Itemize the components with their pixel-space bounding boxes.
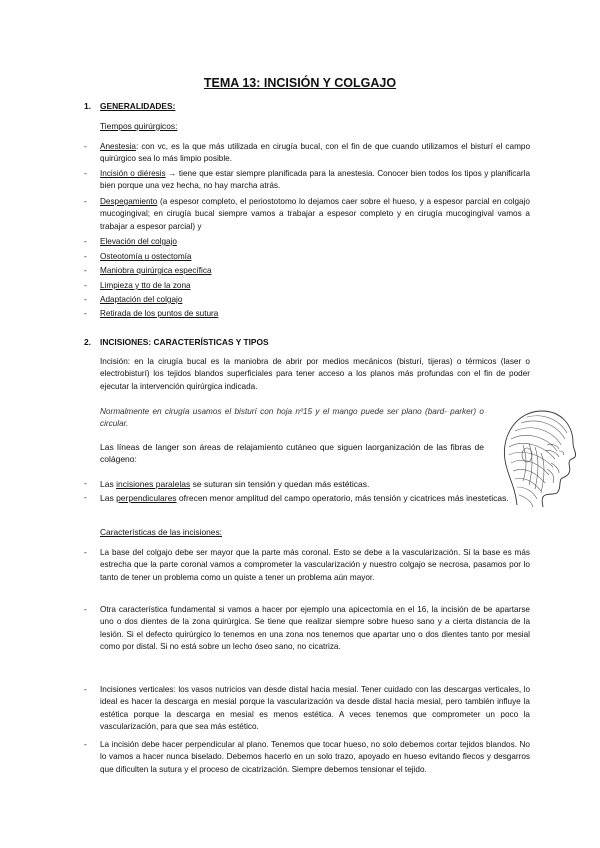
section-1-subheading: Tiempos quirúrgicos:: [100, 121, 178, 131]
document-title: TEMA 13: INCISIÓN Y COLGAJO: [203, 76, 397, 90]
item-term: perpendiculares: [116, 493, 177, 503]
list-item: - Despegamiento (a espesor completo, el periostotomo lo dejamos caer sobre el hueso, y a espesor parcial en colgajo mucogingival; en cirugía bucal siempre vamos a trabajar a espesor completo y en cirugía mucogingival vamos a trabajar a espesor parcial) y: [84, 197, 530, 231]
item-term: Limpieza y tto de la zona: [100, 281, 191, 290]
list-item: - Otra característica fundamental si vamos a hacer por ejemplo una apicectomía en el 16, la incisión de be apartarse uno o dos dientes de la zona quirúrgica. Se tiene que realizar siempre sobre hueso sano y a cierta distancia de la lesión. Si el defecto quirúrgico lo tenemos en una zona nos tenemos que apartar uno o dos dientes tanto por mesial como por distal. Si no está sobre un lecho óseo sano, no cicatriza.: [84, 605, 530, 652]
list-item: - La base del colgajo debe ser mayor que la parte más coronal. Esto se debe a la vascularización. Si la base es más estrecha que la parte coronal vamos a comprometer la vascularización y nuestro colgajo se necrosa, pasamos por lo tanto de tener un problema como un quiste a tener un problema aún mayor.: [84, 548, 530, 582]
list-item: - Maniobra quirúrgica específica: [84, 266, 212, 275]
item-term: Incisión o diéresis: [100, 169, 166, 178]
list-item: - Retirada de los puntos de sutura: [84, 309, 219, 318]
list-item: - Las incisiones paralelas se suturan sin tensión y quedan más estéticas.: [84, 479, 370, 489]
item-term: Retirada de los puntos de sutura: [100, 309, 219, 318]
item-term: Anestesia: [100, 142, 136, 151]
paragraph-langer: Las líneas de langer son áreas de relajamiento cutáneo que siguen laorganización de las fibras de colágeno:: [100, 442, 484, 465]
item-term: Maniobra quirúrgica específica: [100, 266, 212, 275]
item-term: Adaptación del colgajo: [100, 295, 183, 304]
list-item: - Elevación del colgajo: [84, 237, 177, 246]
item-term: Osteotomía u ostectomía: [100, 252, 192, 261]
section-2-title: INCISIONES: CARACTERÍSTICAS Y TIPOS: [100, 337, 269, 347]
langer-lines-head-illustration: [487, 405, 579, 509]
item-term: Elevación del colgajo: [100, 237, 177, 246]
section-2-number: 2.: [84, 337, 91, 347]
list-item: - Anestesia: con vc, es la que más utilizada en cirugía bucal, con el fin de que cuando utilizamos el bisturí el campo quirúrgico sea lo más limpio posible.: [84, 142, 530, 164]
section-1-title: GENERALIDADES:: [100, 101, 176, 111]
item-term: Despegamiento: [100, 197, 158, 206]
item-term: incisiones paralelas: [116, 479, 191, 489]
section-1-heading: [84, 101, 175, 111]
list-item: - La incisión debe hacer perpendicular al plano. Tenemos que tocar hueso, no solo debemos cortar tejidos blandos. No lo vamos a hacer nunca biselado. Debemos hacerlo en un solo trazo, apoyado en hueso evitando flecos y desgarros que dificulten la sutura y el proceso de cicatrización. Siempre debemos tensionar el tejido.: [84, 740, 530, 774]
section-2-subheading: Características de las incisiones:: [100, 527, 222, 537]
list-item: - Limpieza y tto de la zona: [84, 281, 191, 290]
list-item: - Incisión o diéresis → tiene que estar siempre planificada para la anestesia. Conocer bien todos los tipos y planificarla bien porque una vez hecha, no hay marcha atrás.: [84, 169, 530, 191]
section-2-heading: [84, 337, 269, 347]
list-item: - Incisiones verticales: los vasos nutricios van desde distal hacia mesial. Tener cuidado con las descargas verticales, lo ideal es hacer la descarga en mesial porque la vascularización va desde distal hacia mesial, pero también influye la estética porque la descarga en mesial es menos estética. A veces tenemos que comprometer un poco la vascularización, para que sea más estético.: [84, 685, 530, 732]
list-item: - Las perpendiculares ofrecen menor amplitud del campo operatorio, más tensión y cicatrices más inesteticas.: [84, 493, 509, 503]
paragraph-incision: Incisión: en la cirugía bucal es la maniobra de abrir por medios mecánicos (bisturí, tijeras) o térmicos (laser o electrobisturí) los tejidos blandos superficiales para tener acceso a los planos más profundas con el fin de poder ejecutar la intervención quirúrgica indicada.: [100, 357, 530, 391]
list-item: - Osteotomía u ostectomía: [84, 252, 192, 261]
list-item: - Adaptación del colgajo: [84, 295, 183, 304]
section-1-number: 1.: [84, 101, 91, 111]
paragraph-bisturi: Normalmente en cirugía usamos el bisturí con hoja nº15 y el mango puede ser plano (bard- parker) o circular.: [100, 407, 484, 429]
